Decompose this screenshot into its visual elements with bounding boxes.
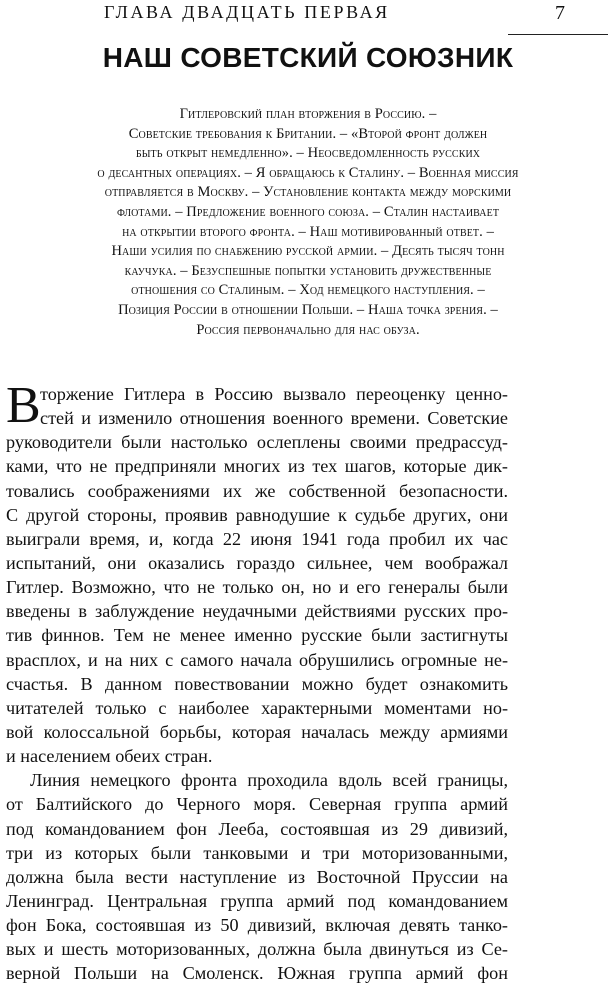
- body-line: руководители были настолько ослеплены своими предрассуд-: [6, 432, 508, 453]
- body-line: испытаний, они оказались гораздо сильнее, чем воображал: [6, 552, 508, 573]
- chapter-summary: [0, 105, 616, 340]
- body-line: от Балтийского до Черного моря. Северная группа армий: [6, 794, 508, 815]
- body-text: [6, 377, 508, 986]
- body-line: фон Бока, состоявшая из 50 дивизий, включая девять танко-: [6, 915, 508, 936]
- body-line: введены в заблуждение неудачными действиями русских про-: [6, 601, 508, 622]
- body-line: счастья. В данном повествовании можно будет ознакомить: [6, 673, 508, 694]
- header-rule: [508, 34, 608, 35]
- summary-line: отношения со Сталиным. – Ход немецкого наступления. –: [131, 282, 485, 299]
- summary-line: каучука. – Безуспешные попытки установить дружественные: [124, 262, 492, 279]
- body-line: три из которых были танковыми и три моторизованными,: [6, 842, 508, 863]
- page-number: 7: [555, 2, 565, 24]
- body-line: выиграли время, и, когда 22 июня 1941 года пробил их час: [6, 528, 508, 549]
- body-line: читателей только с наиболее характерными моментами но-: [6, 697, 508, 718]
- body-line: Линия немецкого фронта проходила вдоль всей границы,: [30, 770, 508, 791]
- summary-line: Позиция России в отношении Польши. – Наша точка зрения. –: [118, 301, 498, 318]
- body-line: под командованием фон Лееба, состоявшая из 29 дивизий,: [6, 818, 508, 839]
- running-head: ГЛАВА ДВАДЦАТЬ ПЕРВАЯ: [104, 2, 390, 22]
- body-line: тив финнов. Тем не менее именно русские были застигнуты: [6, 625, 508, 646]
- summary-line: о десантных операциях. – Я обращаюсь к Сталину. – Военная миссия: [97, 164, 519, 181]
- body-line: вой колоссальной борьбы, которая началась между армиями: [6, 721, 508, 742]
- summary-line: Наши усилия по снабжению русской армии. – Десять тысяч тонн: [111, 243, 505, 260]
- body-line: верной Польши на Смоленск. Южная группа армий фон: [6, 963, 508, 984]
- body-line: С другой стороны, проявив равнодушие к судьбе других, они: [6, 504, 508, 525]
- body-line: врасплох, и на них с самого начала обрушились огромные не-: [6, 649, 508, 670]
- body-line: должна была вести наступление из Восточной Пруссии на: [6, 866, 508, 887]
- drop-cap: В: [6, 377, 41, 434]
- body-line: Гитлер. Возможно, что не только он, но и его генералы были: [6, 577, 508, 598]
- body-line: ками, что не предприняли многих из тех шагов, которые дик-: [6, 456, 508, 477]
- summary-line: Гитлеровский план вторжения в Россию. –: [179, 106, 437, 122]
- body-line: вых и шесть моторизованных, должна была двинуться из Се-: [6, 939, 508, 960]
- summary-line: Советские требования к Британии. – «Второй фронт должен: [128, 125, 488, 142]
- summary-line: Россия первоначально для нас обуза.: [196, 321, 420, 338]
- summary-line: быть открыт немедленно». – Неосведомленность русских: [135, 145, 481, 162]
- summary-line: флотами. – Предложение военного союза. – Сталин настаивает: [116, 203, 500, 220]
- body-line: стей и изменило отношения военного времени. Советские: [40, 408, 508, 429]
- body-line: торжение Гитлера в Россию вызвало переоценку ценно-: [40, 384, 508, 404]
- body-line: товались соображениями их же собственной безопасности.: [6, 480, 508, 501]
- body-line: Ленинград. Центральная группа армий под командованием: [6, 890, 508, 911]
- body-line: и населением обеих стран.: [6, 746, 213, 767]
- summary-line: отправляется в Москву. – Установление контакта между морскими: [104, 184, 512, 201]
- summary-line: на открытии второго фронта. – Наш мотивированный ответ. –: [122, 223, 494, 240]
- chapter-title: НАШ СОВЕТСКИЙ СОЮЗНИК: [102, 42, 514, 73]
